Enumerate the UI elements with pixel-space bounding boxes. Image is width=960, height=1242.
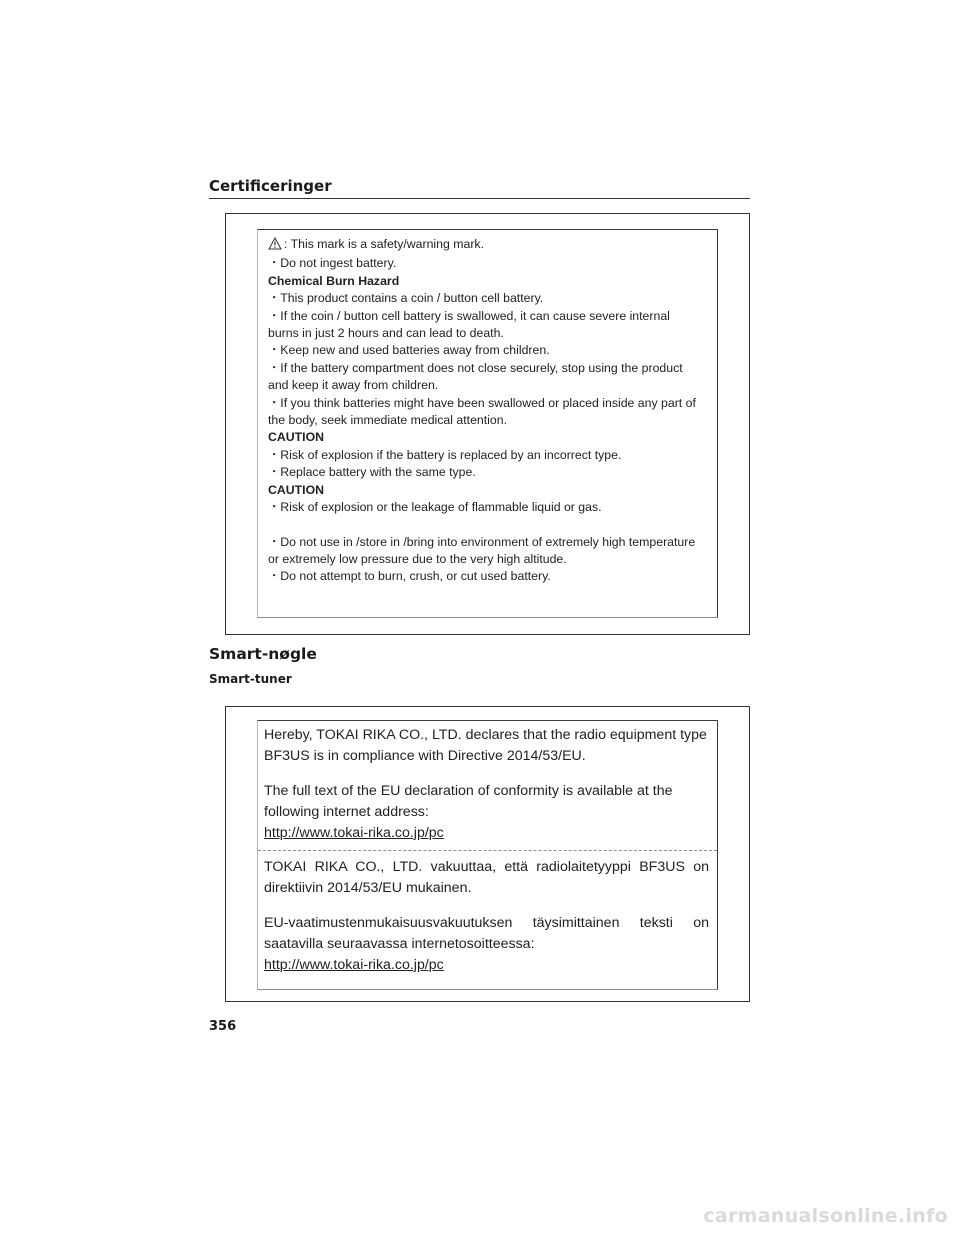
declaration-scan xyxy=(257,720,718,990)
declaration-link[interactable]: http://www.tokai-rika.co.jp/pc xyxy=(264,957,444,973)
warning-line: ・Do not ingest battery. xyxy=(268,256,397,271)
warning-line: ・If you think batteries might have been swallowed or placed inside any part of xyxy=(268,395,696,410)
warning-line: ・If the coin / button cell battery is swallowed, it can cause severe internal xyxy=(268,308,670,323)
paragraph-spacer xyxy=(264,899,709,913)
watermark: carmanualsonline.info xyxy=(703,1205,948,1227)
warning-line: or extremely low pressure due to the very high altitude. xyxy=(268,551,567,566)
declaration-text: direktiivin 2014/53/EU mukainen. xyxy=(264,880,472,896)
declaration-text: Hereby, TOKAI RIKA CO., LTD. declares that the radio equipment type xyxy=(264,727,707,743)
warning-line: ・Risk of explosion or the leakage of flammable liquid or gas. xyxy=(268,500,602,515)
warning-line: ・Replace battery with the same type. xyxy=(268,465,476,480)
warning-line: ・Do not attempt to burn, crush, or cut used battery. xyxy=(268,569,551,584)
warning-line: ・Risk of explosion if the battery is replaced by an incorrect type. xyxy=(268,447,622,462)
declaration-text: saatavilla seuraavassa internetosoitteessa: xyxy=(264,936,535,952)
warning-triangle-icon xyxy=(268,237,282,255)
warning-mark-text: : This mark is a safety/warning mark. xyxy=(284,237,484,251)
warning-line: burns in just 2 hours and can lead to death. xyxy=(268,326,504,341)
warning-line: and keep it away from children. xyxy=(268,378,439,393)
english-declaration xyxy=(258,721,717,844)
safety-warning-scan xyxy=(257,229,718,618)
section-title: Smart-nøgle xyxy=(209,645,317,663)
subsection-title: Smart-tuner xyxy=(209,672,292,686)
caution-heading: CAUTION xyxy=(268,482,325,497)
warning-heading: Chemical Burn Hazard xyxy=(268,273,400,288)
warning-line: the body, seek immediate medical attention. xyxy=(268,413,508,428)
warning-line: ・Do not use in /store in /bring into environment of extremely high temperature xyxy=(268,534,696,549)
warning-mark-line xyxy=(268,236,709,255)
warning-line: ・This product contains a coin / button cell battery. xyxy=(268,291,544,306)
header-divider xyxy=(209,198,750,199)
caution-heading: CAUTION xyxy=(268,430,325,445)
declaration-text: EU-vaatimustenmukaisuusvakuutuksen täysimittainen teksti on xyxy=(264,915,709,931)
declaration-link[interactable]: http://www.tokai-rika.co.jp/pc xyxy=(264,825,444,841)
declaration-text: following internet address: xyxy=(264,804,429,820)
paragraph-spacer xyxy=(264,767,709,781)
declaration-text: The full text of the EU declaration of conformity is available at the xyxy=(264,783,673,799)
page-header-title: Certificeringer xyxy=(209,177,332,195)
page-number: 356 xyxy=(209,1019,237,1034)
declaration-text: BF3US is in compliance with Directive 2014/53/EU. xyxy=(264,748,586,764)
warning-line: ・Keep new and used batteries away from children. xyxy=(268,343,550,358)
warning-line: ・If the battery compartment does not close securely, stop using the product xyxy=(268,360,683,375)
finnish-declaration xyxy=(258,851,717,976)
declaration-text: TOKAI RIKA CO., LTD. vakuuttaa, että radiolaitetyyppi BF3US on xyxy=(264,859,709,875)
